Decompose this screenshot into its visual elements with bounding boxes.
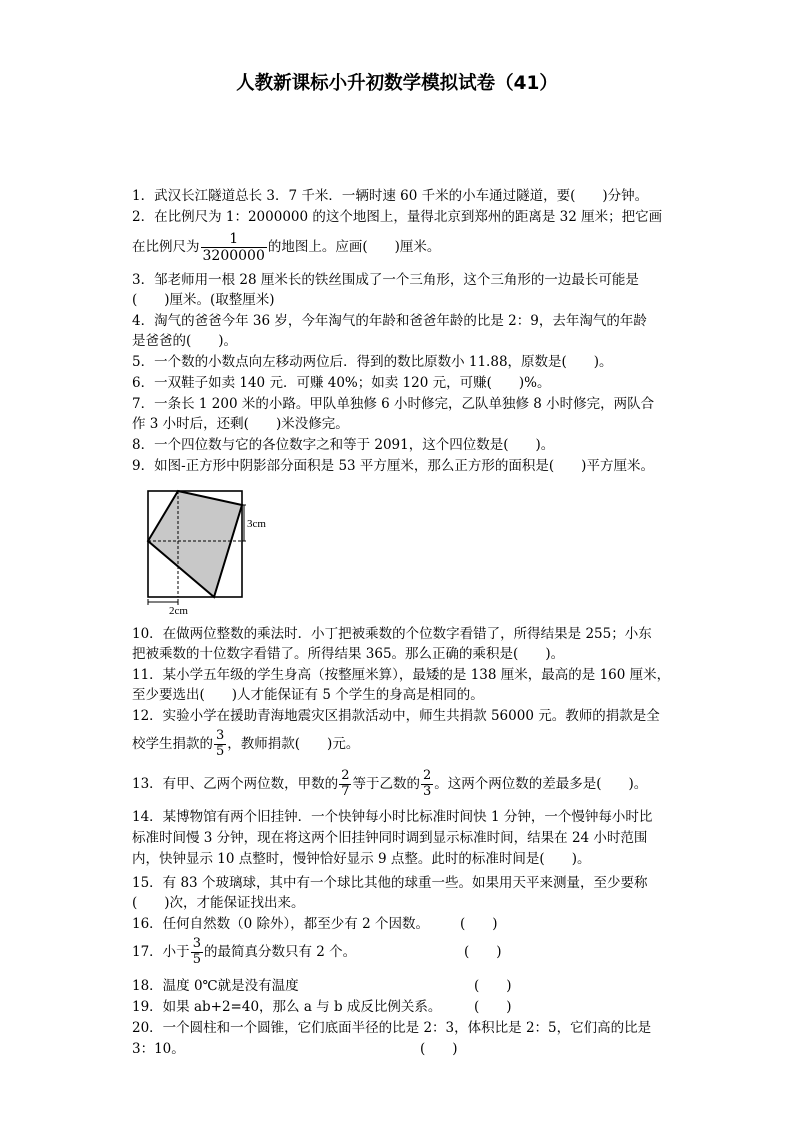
question-1: 1．武汉长江隧道总长 3．7 千米．一辆时速 60 千米的小车通过隧道，要( )分钟。 bbox=[132, 188, 649, 204]
fraction-3-5-b: $\frac{3}{5}$ bbox=[192, 936, 201, 967]
question-10-line-2: 把被乘数的十位数字看错了。所得结果 365。那么正确的乘积是( )。 bbox=[132, 646, 565, 662]
question-7-line-1: 7．一条长 1 200 米的小路。甲队单独修 6 小时修完，乙队单独修 8 小时修完，两队合 bbox=[132, 396, 655, 412]
answer-paren-18[interactable]: ( ) bbox=[474, 978, 512, 994]
question-6: 6．一双鞋子如卖 140 元．可赚 40%；如卖 120 元，可赚( )%。 bbox=[132, 375, 551, 391]
question-2-line-2: 在比例尺为 $\frac{1}{3200000}$ 的地图上。应画( )厘米。 bbox=[132, 230, 441, 264]
question-20-line-1: 20．一个圆柱和一个圆锥，它们底面半径的比是 2：3，体积比是 2：5，它们高的比是 bbox=[132, 1020, 652, 1036]
scale-fraction: $\frac{1}{3200000}$ bbox=[202, 230, 265, 264]
page-title: 人教新课标小升初数学模拟试卷（41） bbox=[236, 73, 558, 94]
label-2cm: 2cm bbox=[169, 605, 188, 617]
question-19: 19．如果 ab+2=40，那么 a 与 b 成反比例关系。 ( ) bbox=[132, 997, 672, 1018]
question-3-line-2: ( )厘米。(取整厘米) bbox=[132, 292, 275, 308]
question-8: 8．一个四位数与它的各位数字之和等于 2091，这个四位数是( )。 bbox=[132, 437, 555, 453]
question-3-line-1: 3．邹老师用一根 28 厘米长的铁丝围成了一个三角形，这个三角形的一边最长可能是 bbox=[132, 272, 639, 288]
fraction-3-5: $\frac{3}{5}$ bbox=[216, 728, 225, 759]
question-18: 18．温度 0℃就是没有温度 ( ) bbox=[132, 976, 672, 997]
label-3cm: 3cm bbox=[247, 518, 266, 530]
shaded-quadrilateral bbox=[148, 491, 242, 597]
question-5: 5．一个数的小数点向左移动两位后．得到的数比原数小 11.88，原数是( )。 bbox=[132, 354, 613, 370]
question-12-line-1: 12．实验小学在援助青海地震灾区捐款活动中，师生共捐款 56000 元。教师的捐款是全 bbox=[132, 708, 660, 724]
answer-paren-20[interactable]: ( ) bbox=[420, 1041, 458, 1057]
answer-paren-17[interactable]: ( ) bbox=[464, 944, 502, 960]
question-4-line-1: 4．淘气的爸爸今年 36 岁，今年淘气的年龄和爸爸年龄的比是 2：9，去年淘气的年龄 bbox=[132, 313, 647, 329]
question-20-line-2: 3：10。 ( ) bbox=[132, 1039, 672, 1060]
question-12-line-2: 校学生捐款的 $\frac{3}{5}$ ，教师捐款( )元。 bbox=[132, 728, 360, 759]
fraction-2-3: $\frac{2}{3}$ bbox=[422, 768, 432, 799]
question-9: 9．如图-正方形中阴影部分面积是 53 平方厘米，那么正方形的面积是( )平方厘米。 bbox=[132, 458, 654, 474]
question-13: 13．有甲、乙两个两位数，甲数的 $\frac{2}{7}$ 等于乙数的 $\frac{2}{3}$ 。这两个两位数的差最多是( )。 bbox=[132, 768, 648, 799]
question-14-line-1: 14．某博物馆有两个旧挂钟．一个快钟每小时比标准时间快 1 分钟，一个慢钟每小时比 bbox=[132, 809, 653, 825]
question-7-line-2: 作 3 小时后，还剩( )米没修完。 bbox=[132, 416, 349, 432]
question-2-line-1: 2．在比例尺为 1：2000000 的这个地图上，量得北京到郑州的距离是 32 厘米；把它画 bbox=[132, 209, 663, 225]
question-14-line-2: 标准时间慢 3 分钟，现在将这两个旧挂钟同时调到显示标准时间，结果在 24 小时范围 bbox=[132, 830, 648, 846]
question-4-line-2: 是爸爸的( )。 bbox=[132, 333, 238, 349]
fraction-2-7: $\frac{2}{7}$ bbox=[341, 768, 350, 799]
question-15-line-1: 15．有 83 个玻璃球，其中有一个球比其他的球重一些。如果用天平来测量，至少要称 bbox=[132, 875, 648, 891]
answer-paren-16[interactable]: ( ) bbox=[460, 916, 498, 932]
answer-paren-19[interactable]: ( ) bbox=[474, 999, 512, 1015]
question-15-line-2: ( )次，才能保证找出来。 bbox=[132, 895, 305, 911]
question-16: 16．任何自然数（0 除外），都至少有 2 个因数。 ( ) bbox=[132, 914, 672, 935]
question-11-line-2: 至少要选出( )人才能保证有 5 个学生的身高是相同的。 bbox=[132, 687, 484, 703]
question-10-line-1: 10．在做两位整数的乘法时．小丁把被乘数的个位数字看错了，所得结果是 255；小东 bbox=[132, 626, 652, 642]
question-14-line-3: 内，快钟显示 10 点整时，慢钟恰好显示 9 点整。此时的标准时间是( )。 bbox=[132, 851, 591, 867]
question-17: 17．小于 $\frac{3}{5}$ 的最简真分数只有 2 个。 ( ) bbox=[132, 936, 502, 967]
square-figure bbox=[138, 483, 278, 618]
question-11-line-1: 11．某小学五年级的学生身高（按整厘米算），最矮的是 138 厘米，最高的是 160 厘米， bbox=[132, 667, 671, 683]
